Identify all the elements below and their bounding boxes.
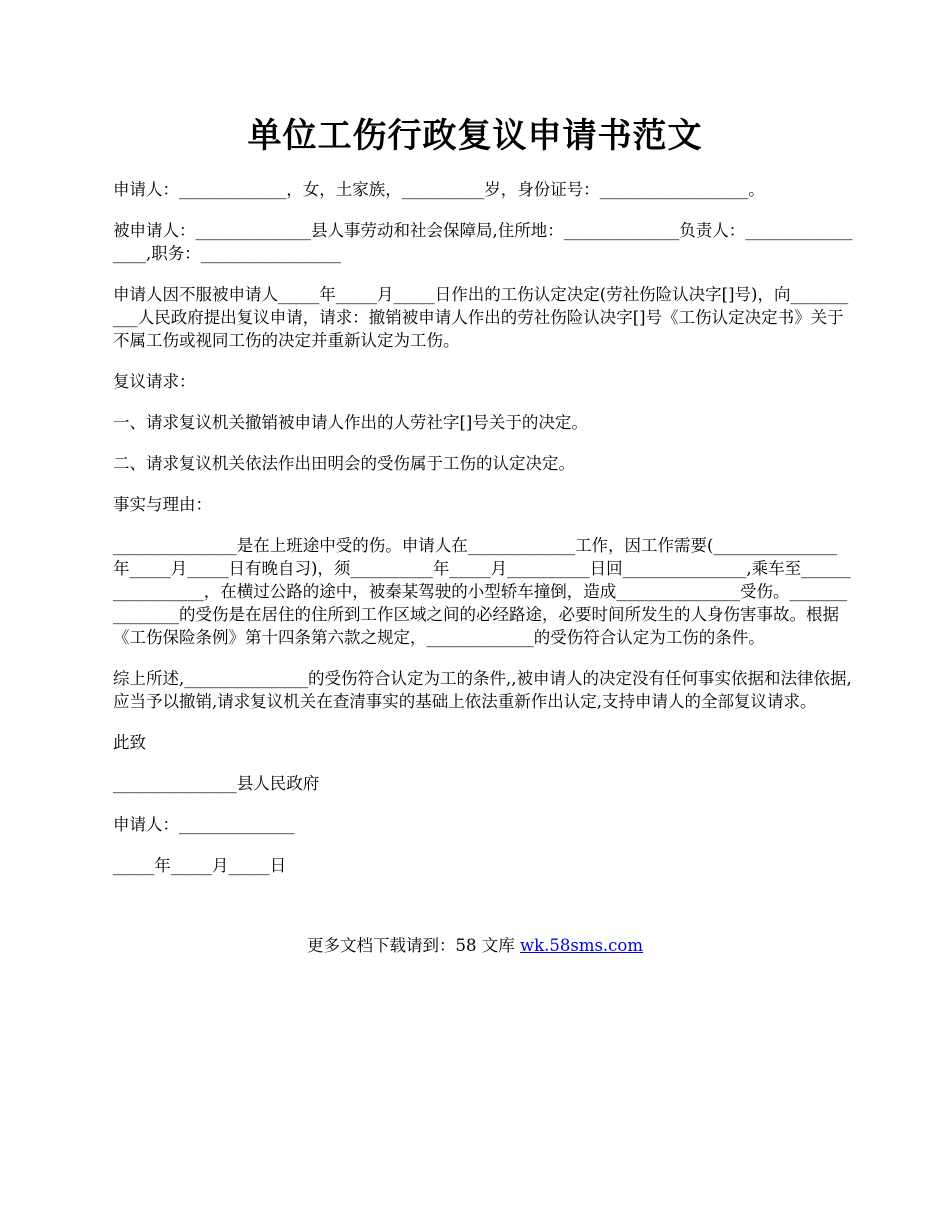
paragraph-request-one: 一、请求复议机关撤销被申请人作出的人劳社字[]号关于的决定。: [113, 413, 588, 432]
paragraph-conclusion: 综上所述,_______________的受伤符合认定为工的条件,,被申请人的决定没有任何事实依据和法律依据,应当予以撤销,请求复议机关在查清事实的基础上依法重新作出认定,支持申请人的全部复议请求。: [113, 669, 852, 711]
footer-link[interactable]: wk.58sms.com: [519, 936, 643, 955]
footer-prefix: 更多文档下载请到：58 文库: [306, 936, 520, 955]
paragraph-recipient: _______________县人民政府: [113, 774, 320, 793]
paragraph-salutation: 此致: [113, 733, 146, 752]
paragraph-applicant-info: 申请人：_____________，女，土家族，__________岁，身份证号：__________________。: [113, 180, 765, 199]
paragraph-respondent-info: 被申请人：______________县人事劳动和社会保障局,住所地：______________负责人：_________________,职务：_________________: [113, 221, 853, 263]
paragraph-request-intro: 申请人因不服被申请人_____年_____月_____日作出的工伤认定决定(劳社伤险认决字[]号)，向__________人民政府提出复议申请，请求：撤销被申请人作出的劳社伤险认决字[]号《工伤认定决定书》关于不属工伤或视同工伤的决定并重新认定为工伤。: [113, 285, 849, 350]
paragraph-signature: 申请人：______________: [113, 815, 295, 834]
footer: [0, 934, 950, 957]
heading-review-requests: 复议请求：: [113, 372, 196, 391]
paragraph-date: _____年_____月_____日: [113, 856, 287, 875]
heading-facts-reasons: 事实与理由：: [113, 495, 212, 514]
document-title: 单位工伤行政复议申请书范文: [247, 116, 703, 156]
paragraph-request-two: 二、请求复议机关依法作出田明会的受伤属于工伤的认定决定。: [113, 454, 575, 473]
paragraph-facts: _______________是在上班途中受的伤。申请人在_____________工作，因工作需要(_______________年_____月_____日有晚自习)，须__________年_____月__________日回_______________,乘车至_________________，在横过公路的途中，被秦某驾驶的小型轿车撞倒，造成_______________受伤。_______________的受伤是在居住的住所到工作区域之间的必经路途，必要时间所发生的人身伤害事故。根据《工伤保险条例》第十四条第六款之规定，_____________的受伤符合认定为工伤的条件。: [113, 536, 851, 647]
document-body: [113, 178, 853, 895]
